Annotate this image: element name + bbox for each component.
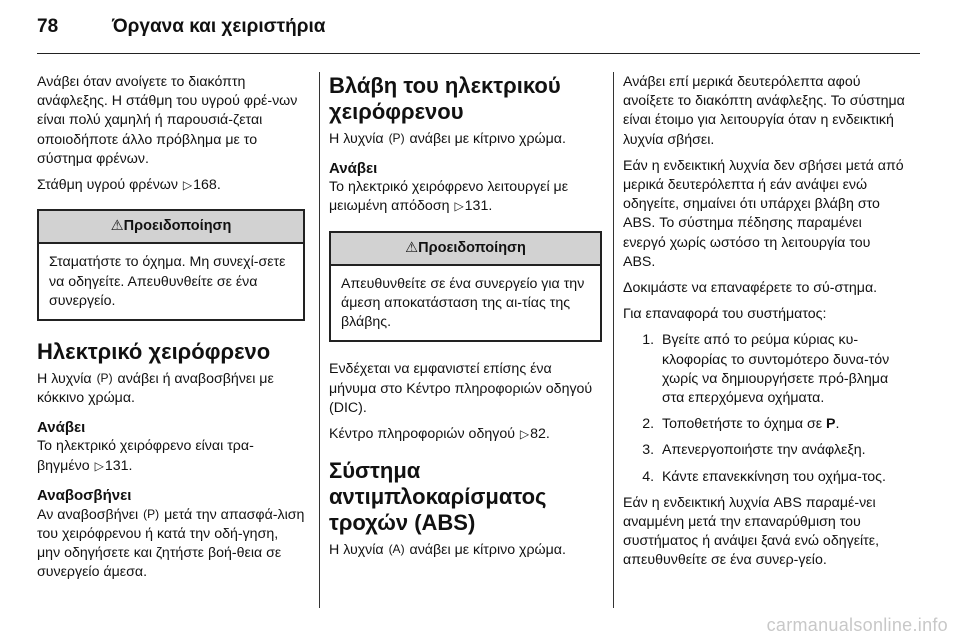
page-reference[interactable]: 131. [464,198,493,215]
on-description: Το ηλεκτρικό χειρόφρενο είναι τρα-βηγμένο ▷131. [37,437,305,475]
fluid-reference: Στάθμη υγρού φρένων ▷168. [37,176,305,195]
column-1 [37,73,305,590]
warning-text: Απευθυνθείτε σε ένα συνεργείο για την άμεση αποκατάσταση της αι-τίας της βλάβης. [341,275,585,331]
triangle-right-icon: ▷ [94,458,104,473]
triangle-right-icon: ▷ [519,427,530,442]
brake-warning-lamp-icon: (P) [143,506,160,521]
section-heading-electric-parking-brake: Ηλεκτρικό χειρόφρενο [37,339,271,365]
dic-reference: Κέντρο πληροφοριών οδηγού ▷82. [329,425,602,444]
dic-message-text: Ενδέχεται να εμφανιστεί επίσης ένα μήνυμα στο Κέντρο πληροφοριών οδηγού (DIC). [329,361,593,416]
column-divider-1 [319,72,320,608]
on-description: Το ηλεκτρικό χειρόφρενο λειτουργεί με μειωμένη απόδοση ▷131. [329,178,602,216]
warning-triangle-icon: ⚠ [110,218,124,235]
watermark: carmanualsonline.info [766,615,948,635]
list-item: 4. Κάντε επανεκκίνηση του οχήμα-τος. [658,468,905,487]
brake-warning-lamp-icon: (P) [388,131,405,145]
subheading-flashing: Αναβοσβήνει [37,486,132,504]
reset-steps-list [623,331,905,486]
page-number: 78 [37,16,59,37]
page-reference[interactable]: 131. [104,457,133,474]
subheading-on: Ανάβει [329,160,378,178]
abs-paragraph-2: Εάν η ενδεικτική λυχνία δεν σβήσει μετά από μερικά δευτερόλεπτα ή εάν ανάψει ενώ οδηγείτε, σημαίνει ότι υπάρχει βλάβη στο ABS. Το σύστημα πέδησης παραμένει ενεργό χωρίς ωστόσο τη λειτουργία του ABS. [623,157,904,270]
page-reference[interactable]: 82. [530,426,550,443]
abs-paragraph-3: Δοκιμάστε να επαναφέρετε το σύ-στημα. [623,280,878,297]
brake-system-intro: Ανάβει όταν ανοίγετε το διακόπτη ανάφλεξης. Η στάθμη του υγρού φρέ-νων είναι πολύ χαμηλή ή παρουσιά-ζεται οποιοδήποτε άλλο πρόβλημα με το σύστημα φρένων. [37,74,298,167]
warning-box-2 [329,231,602,343]
list-item: 3. Απενεργοποιήστε την ανάφλεξη. [658,441,905,460]
list-item: 2. Τοποθετήστε το όχημα σε P. [658,415,905,434]
column-divider-2 [613,72,614,608]
warning-triangle-icon: ⚠ [405,239,419,256]
triangle-right-icon: ▷ [182,178,193,193]
abs-paragraph-4: Για επαναφορά του συστήματος: [623,306,827,323]
fault-lamp-description: Η λυχνία (P) ανάβει με κίτρινο χρώμα. [329,131,566,147]
abs-warning-lamp-icon: (A) [388,542,405,557]
page-reference[interactable]: 168. [193,177,221,194]
warning-header: ⚠Προειδοποίηση [39,211,303,244]
column-3 [623,73,905,578]
header-rule [37,53,920,54]
column-2 [329,73,602,567]
subheading-on: Ανάβει [37,419,86,437]
brake-warning-lamp-icon: (P) [96,371,113,386]
triangle-right-icon: ▷ [454,199,464,214]
section-heading-abs: Σύστημα αντιμπλοκαρίσματος τροχών (ABS) [329,458,547,536]
section-heading-brake-fault: Βλάβη του ηλεκτρικού χειρόφρενου [329,73,561,124]
flashing-description: Αν αναβοσβήνει (P) μετά την απασφά-λιση του χειρόφρενου ή κατά την οδή-γηση, μην οδηγήσετε και ζητήστε βοή-θεια σε συνεργείο άμεσα. [37,506,305,581]
list-item: 1. Βγείτε από το ρεύμα κύριας κυ-κλοφορίας το συντομότερο δυνα-τόν χωρίς να δημιουργήσετε πρό-βλημα στα επερχόμενα οχήματα. [658,331,905,408]
warning-text: Σταματήστε το όχημα. Μη συνεχί-σετε να οδηγείτε. Απευθυνθείτε σε ένα συνεργείο. [49,254,286,309]
abs-lamp-description: Η λυχνία (A) ανάβει με κίτρινο χρώμα. [329,542,566,559]
page-title: Όργανα και χειριστήρια [112,16,326,37]
warning-header: ⚠Προειδοποίηση [331,233,600,266]
brake-lamp-description: Η λυχνία (P) ανάβει ή αναβοσβήνει με κόκκινο χρώμα. [37,371,274,407]
warning-box-1 [37,209,305,321]
abs-paragraph-1: Ανάβει επί μερικά δευτερόλεπτα αφού ανοίξετε το διακόπτη ανάφλεξης. Το σύστημα είναι έτοιμο για λειτουργία όταν η ενδεικτική λυχνία σβήσει. [623,74,905,148]
abs-paragraph-5: Εάν η ενδεικτική λυχνία ABS παραμέ-νει αναμμένη μετά την επαναρύθμιση του συστήματος ή ανάψει ξανά ενώ οδηγείτε, απευθυνθείτε σε ένα συνερ-γείο. [623,494,880,569]
